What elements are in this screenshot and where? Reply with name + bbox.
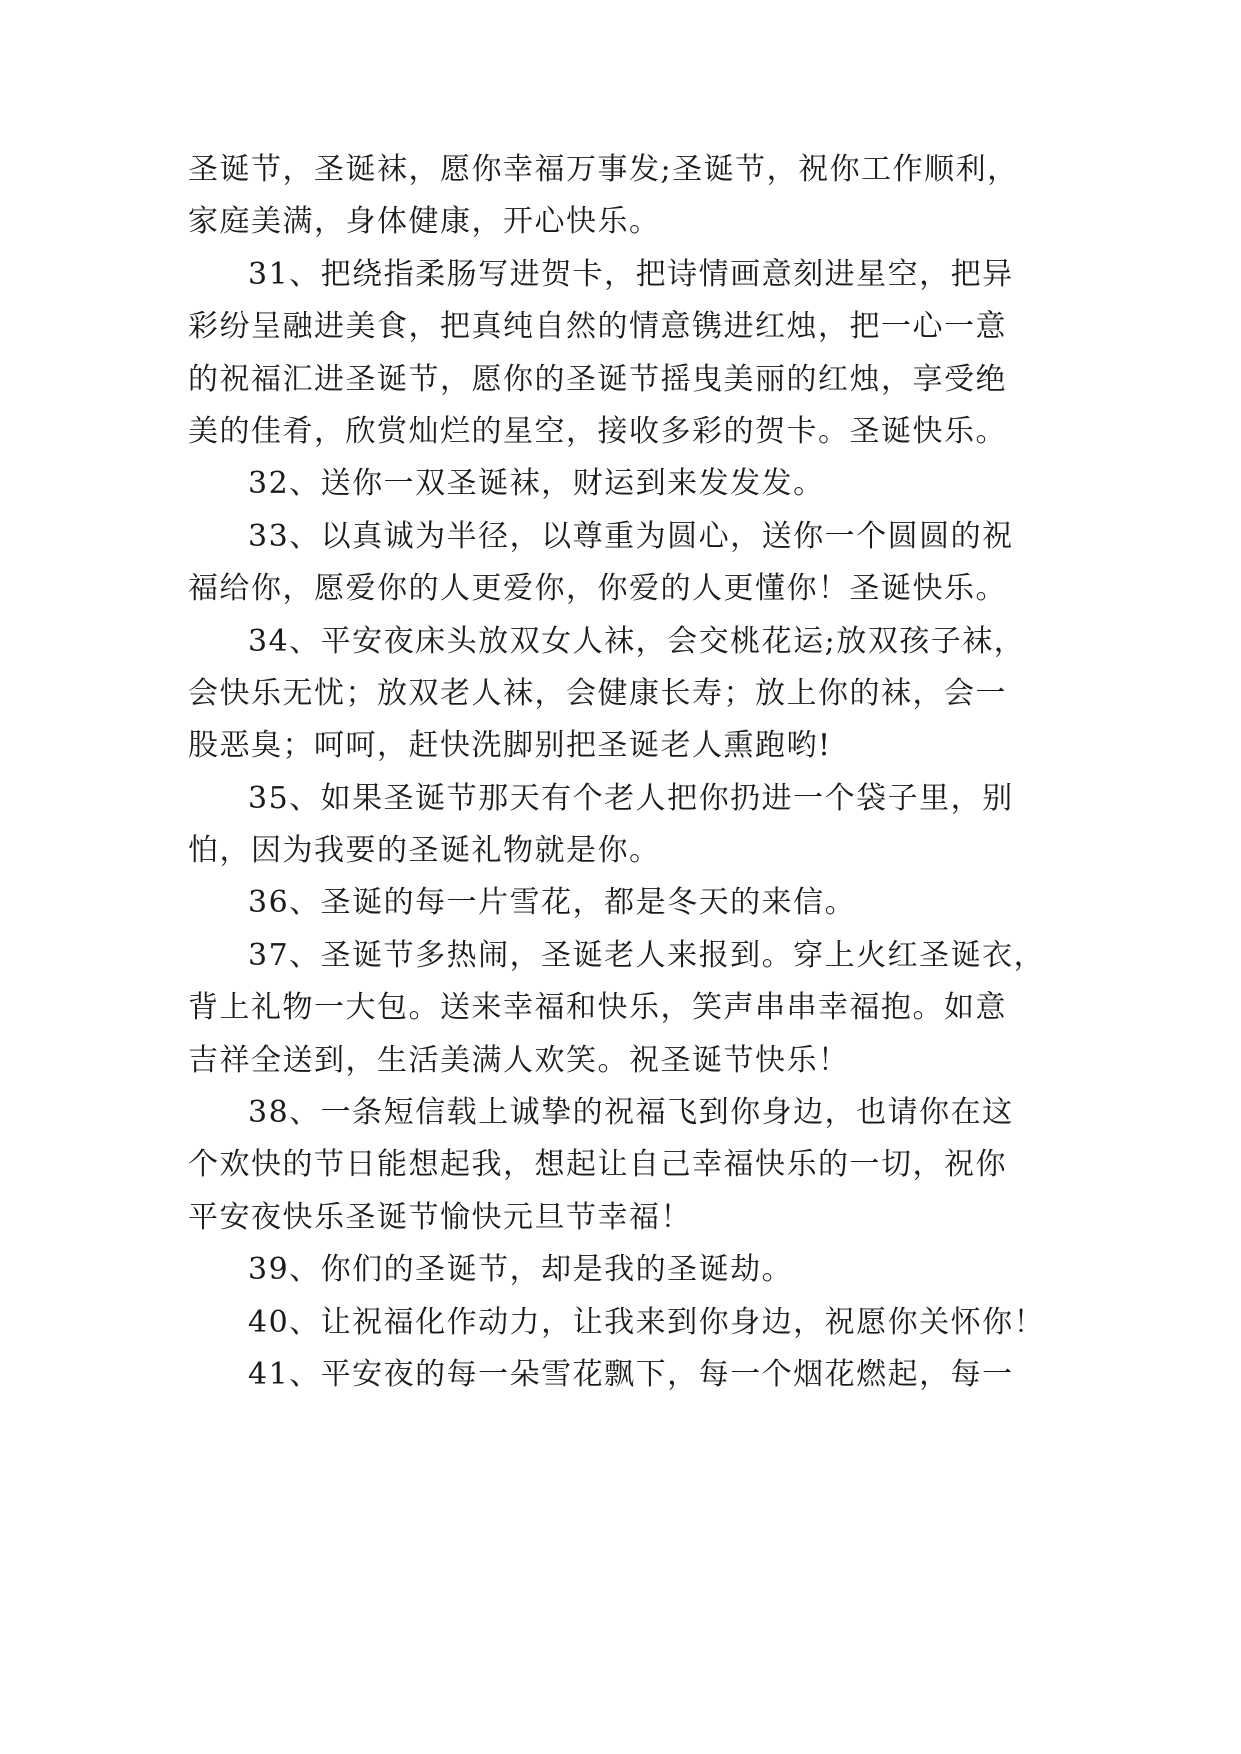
paragraph-38: 38、一条短信载上诚挚的祝福飞到你身边，也请你在这 (248, 1095, 1014, 1130)
paragraph-34: 34、平安夜床头放双女人袜，会交桃花运;放双孩子袜， (248, 624, 1026, 659)
text-line: 平安夜快乐圣诞节愉快元旦节幸福！ (188, 1200, 692, 1235)
paragraph-33: 33、以真诚为半径，以尊重为圆心，送你一个圆圆的祝 (248, 519, 1014, 554)
text-line: 家庭美满，身体健康，开心快乐。 (188, 204, 661, 239)
text-line: 股恶臭；呵呵，赶快洗脚别把圣诞老人熏跑哟! (188, 728, 832, 763)
text-line: 个欢快的节日能想起我，想起让自己幸福快乐的一切，祝你 (188, 1147, 1007, 1182)
text-line: 吉祥全送到，生活美满人欢笑。祝圣诞节快乐！ (188, 1043, 850, 1078)
text-line: 怕，因为我要的圣诞礼物就是你。 (188, 833, 661, 868)
paragraph-39: 39、你们的圣诞节，却是我的圣诞劫。 (248, 1252, 794, 1287)
text-line: 福给你，愿爱你的人更爱你，你爱的人更懂你！圣诞快乐。 (188, 571, 1007, 606)
paragraph-41: 41、平安夜的每一朵雪花飘下，每一个烟花燃起，每一 (248, 1357, 1014, 1392)
text-line: 美的佳肴，欣赏灿烂的星空，接收多彩的贺卡。圣诞快乐。 (188, 414, 1007, 449)
paragraph-40: 40、让祝福化作动力，让我来到你身边，祝愿你关怀你！ (248, 1305, 1046, 1340)
text-line: 圣诞节，圣诞袜，愿你幸福万事发;圣诞节，祝你工作顺利， (188, 152, 1019, 187)
paragraph-31: 31、把绕指柔肠写进贺卡，把诗情画意刻进星空，把异 (248, 257, 1014, 292)
paragraph-32: 32、送你一双圣诞袜，财运到来发发发。 (248, 466, 825, 501)
paragraph-36: 36、圣诞的每一片雪花，都是冬天的来信。 (248, 885, 857, 920)
text-line: 背上礼物一大包。送来幸福和快乐，笑声串串幸福抱。如意 (188, 990, 1007, 1025)
text-line: 会快乐无忧；放双老人袜，会健康长寿；放上你的袜，会一 (188, 676, 1007, 711)
paragraph-35: 35、如果圣诞节那天有个老人把你扔进一个袋子里，别 (248, 781, 1014, 816)
text-line: 的祝福汇进圣诞节，愿你的圣诞节摇曳美丽的红烛，享受绝 (188, 362, 1007, 397)
paragraph-37: 37、圣诞节多热闹，圣诞老人来报到。穿上火红圣诞衣， (248, 938, 1046, 973)
text-line: 彩纷呈融进美食，把真纯自然的情意镌进红烛，把一心一意 (188, 309, 1007, 344)
